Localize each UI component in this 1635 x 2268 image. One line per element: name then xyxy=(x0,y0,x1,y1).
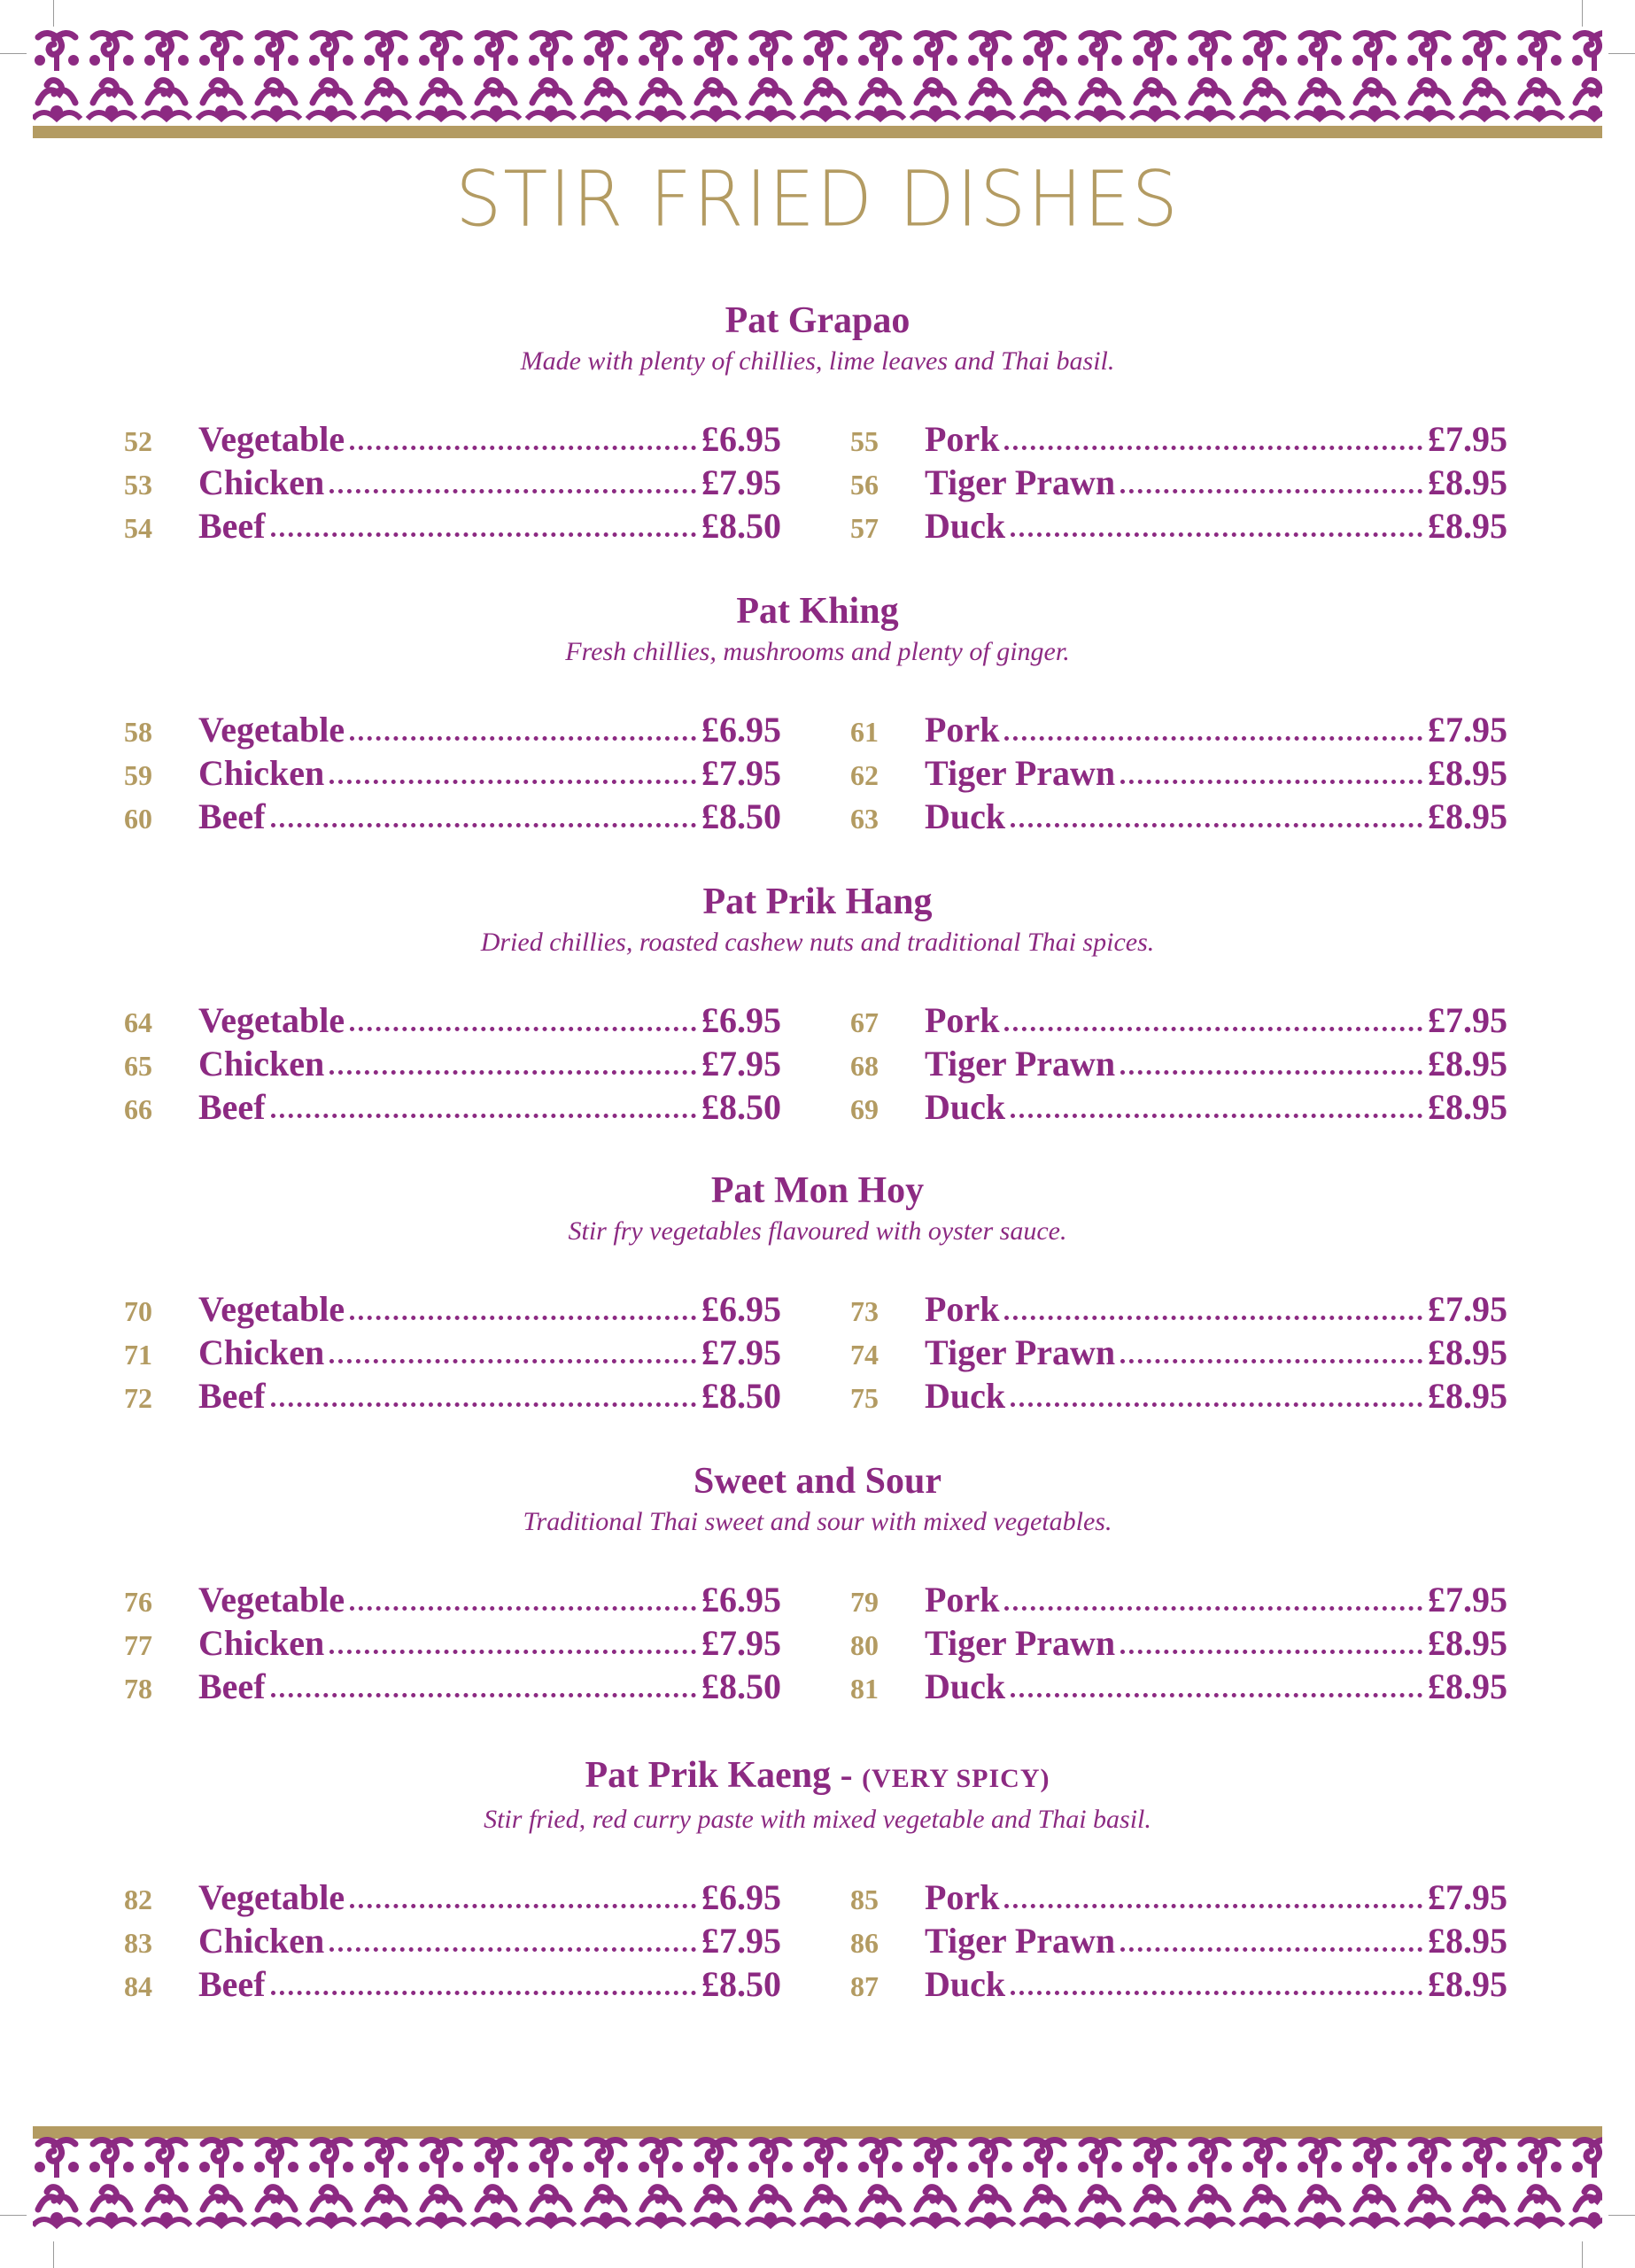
page-title: STIR FRIED DISHES xyxy=(455,155,1180,245)
item-name: Vegetable xyxy=(198,1580,345,1619)
menu-section xyxy=(0,588,1635,842)
ornament-motif xyxy=(747,33,794,119)
item-price: £8.50 xyxy=(701,796,781,836)
item-price: £8.50 xyxy=(701,1964,781,2004)
menu-item xyxy=(124,1920,781,1963)
ornament-motif xyxy=(1570,2140,1602,2225)
ornament-motif xyxy=(637,2140,685,2225)
dot-leader xyxy=(350,446,696,450)
menu-item xyxy=(850,505,1507,548)
item-number: 77 xyxy=(124,1629,152,1661)
item-price: £7.95 xyxy=(1428,1877,1507,1917)
item-name: Vegetable xyxy=(198,419,345,459)
item-name: Chicken xyxy=(198,1332,325,1372)
item-name: Beef xyxy=(198,1376,266,1416)
ornament-motif xyxy=(1241,33,1289,119)
item-number: 86 xyxy=(850,1927,879,1959)
item-number: 63 xyxy=(850,803,879,835)
dot-leader xyxy=(271,1402,696,1407)
ornament-motif xyxy=(1021,33,1069,119)
dot-leader xyxy=(1011,532,1422,537)
item-price: £7.95 xyxy=(1428,710,1507,750)
menu-item xyxy=(124,462,781,505)
menu-item xyxy=(850,709,1507,752)
ornament-motif xyxy=(1296,2140,1344,2225)
dot-leader xyxy=(1004,1904,1422,1908)
ornament-motif xyxy=(362,33,410,119)
item-number: 68 xyxy=(850,1050,879,1082)
menu-items xyxy=(0,999,1635,1132)
item-number: 57 xyxy=(850,512,879,544)
item-price: £7.95 xyxy=(701,1623,781,1663)
ornament-motif xyxy=(1406,33,1453,119)
item-number: 75 xyxy=(850,1382,879,1414)
item-number: 66 xyxy=(124,1093,152,1125)
item-name: Vegetable xyxy=(198,710,345,750)
item-name: Pork xyxy=(925,1580,1000,1619)
item-price: £6.95 xyxy=(701,710,781,750)
item-name: Pork xyxy=(925,1000,1000,1040)
item-price: £8.95 xyxy=(1428,796,1507,836)
dot-leader xyxy=(271,1114,696,1118)
ornament-motif xyxy=(527,2140,575,2225)
dot-leader xyxy=(329,1650,696,1654)
ornament-motif xyxy=(911,33,959,119)
bottom-ornamental-border xyxy=(33,2133,1602,2238)
ornament-motif xyxy=(802,33,849,119)
menu-item xyxy=(850,1963,1507,2007)
item-name: Tiger Prawn xyxy=(925,462,1116,502)
dot-leader xyxy=(271,823,696,827)
ornamental-scroll-icon xyxy=(33,27,1602,126)
menu-items xyxy=(0,1288,1635,1421)
menu-section xyxy=(0,1458,1635,1712)
dot-leader xyxy=(1004,1606,1422,1611)
menu-item xyxy=(850,1666,1507,1709)
item-number: 67 xyxy=(850,1006,879,1038)
ornament-motif xyxy=(33,33,81,119)
item-price: £8.50 xyxy=(701,506,781,546)
section-name: Pat Khing xyxy=(736,591,899,632)
menu-column-right xyxy=(850,709,1507,839)
menu-item xyxy=(850,462,1507,505)
item-name: Duck xyxy=(925,1087,1006,1127)
ornament-motif xyxy=(307,2140,355,2225)
menu-item xyxy=(850,1086,1507,1130)
item-price: £8.95 xyxy=(1428,1623,1507,1663)
item-name: Vegetable xyxy=(198,1289,345,1329)
menu-items xyxy=(0,709,1635,842)
item-name: Beef xyxy=(198,796,266,836)
crop-mark xyxy=(53,0,54,27)
item-price: £8.50 xyxy=(701,1376,781,1416)
menu-item xyxy=(850,1920,1507,1963)
item-number: 87 xyxy=(850,1970,879,2002)
item-number: 80 xyxy=(850,1629,879,1661)
item-name: Duck xyxy=(925,1376,1006,1416)
item-name: Beef xyxy=(198,506,266,546)
item-price: £8.95 xyxy=(1428,1921,1507,1961)
item-number: 79 xyxy=(850,1586,879,1618)
ornament-motif xyxy=(88,33,136,119)
ornamental-scroll-icon xyxy=(33,2133,1602,2233)
menu-item xyxy=(124,796,781,839)
menu-item xyxy=(124,505,781,548)
dot-leader xyxy=(350,1316,696,1320)
item-name: Pork xyxy=(925,419,1000,459)
ornament-motif xyxy=(417,33,465,119)
item-name: Beef xyxy=(198,1666,266,1706)
item-price: £8.95 xyxy=(1428,753,1507,793)
ornament-motif xyxy=(747,2140,794,2225)
item-name: Tiger Prawn xyxy=(925,753,1116,793)
item-price: £7.95 xyxy=(1428,419,1507,459)
menu-column-right xyxy=(850,1876,1507,2007)
menu-items xyxy=(0,418,1635,551)
dot-leader xyxy=(350,1027,696,1031)
menu-column-left xyxy=(124,1579,781,1709)
menu-item xyxy=(124,1375,781,1418)
ornament-motif xyxy=(1241,2140,1289,2225)
ornament-motif xyxy=(143,33,190,119)
menu-item xyxy=(124,1086,781,1130)
section-title xyxy=(0,1168,1635,1214)
section-name: Pat Mon Hoy xyxy=(710,1170,925,1211)
ornament-motif xyxy=(856,2140,904,2225)
ornament-motif xyxy=(198,2140,245,2225)
section-description: Dried chillies, roasted cashew nuts and traditional Thai spices. xyxy=(480,928,1155,957)
section-name: Pat Prik Hang xyxy=(702,882,933,922)
dot-leader xyxy=(329,1947,696,1952)
menu-section xyxy=(0,298,1635,551)
item-price: £8.50 xyxy=(701,1087,781,1127)
section-name: Pat Grapao xyxy=(725,300,910,341)
item-name: Pork xyxy=(925,710,1000,750)
item-number: 62 xyxy=(850,759,879,791)
section-name: Sweet and Sour xyxy=(693,1461,942,1502)
menu-column-right xyxy=(850,1579,1507,1709)
item-price: £8.95 xyxy=(1428,1087,1507,1127)
item-number: 64 xyxy=(124,1006,152,1038)
item-name: Pork xyxy=(925,1877,1000,1917)
item-number: 70 xyxy=(124,1295,152,1327)
ornament-motif xyxy=(1131,33,1179,119)
ornament-motif xyxy=(1570,33,1602,119)
item-number: 71 xyxy=(124,1339,152,1371)
menu-item xyxy=(850,1876,1507,1920)
item-price: £6.95 xyxy=(701,1580,781,1619)
menu-items xyxy=(0,1876,1635,2009)
ornament-motif xyxy=(1461,2140,1508,2225)
menu-item xyxy=(850,752,1507,796)
dot-leader xyxy=(329,780,696,784)
menu-item xyxy=(124,752,781,796)
item-number: 58 xyxy=(124,716,152,748)
item-price: £7.95 xyxy=(701,1921,781,1961)
item-number: 59 xyxy=(124,759,152,791)
item-price: £6.95 xyxy=(701,419,781,459)
menu-column-left xyxy=(124,1876,781,2007)
ornament-motif xyxy=(143,2140,190,2225)
item-price: £8.95 xyxy=(1428,1964,1507,2004)
item-name: Tiger Prawn xyxy=(925,1044,1116,1084)
section-title xyxy=(0,1752,1635,1802)
menu-item xyxy=(850,1332,1507,1375)
ornament-motif xyxy=(1186,2140,1234,2225)
ornament-motif xyxy=(1461,33,1508,119)
crop-mark xyxy=(1608,2215,1635,2216)
item-name: Tiger Prawn xyxy=(925,1921,1116,1961)
menu-item xyxy=(124,999,781,1043)
item-number: 72 xyxy=(124,1382,152,1414)
item-number: 85 xyxy=(850,1884,879,1915)
dot-leader xyxy=(329,1070,696,1075)
item-price: £8.95 xyxy=(1428,1376,1507,1416)
menu-column-right xyxy=(850,418,1507,548)
item-name: Vegetable xyxy=(198,1877,345,1917)
ornament-motif xyxy=(472,2140,520,2225)
section-description: Traditional Thai sweet and sour with mixed vegetables. xyxy=(523,1507,1112,1536)
item-price: £7.95 xyxy=(1428,1000,1507,1040)
section-description: Stir fried, red curry paste with mixed vegetable and Thai basil. xyxy=(484,1805,1151,1834)
ornament-motif xyxy=(1021,2140,1069,2225)
ornament-motif xyxy=(1076,2140,1124,2225)
item-number: 54 xyxy=(124,512,152,544)
crop-mark xyxy=(1582,2241,1583,2268)
item-number: 60 xyxy=(124,803,152,835)
dot-leader xyxy=(271,532,696,537)
item-price: £6.95 xyxy=(701,1289,781,1329)
crop-mark xyxy=(0,53,27,54)
item-name: Duck xyxy=(925,506,1006,546)
dot-leader xyxy=(1120,1650,1422,1654)
section-name: Pat Prik Kaeng - xyxy=(585,1755,853,1796)
menu-section xyxy=(0,879,1635,1132)
dot-leader xyxy=(1120,1070,1422,1075)
ornament-motif xyxy=(307,33,355,119)
menu-item xyxy=(850,999,1507,1043)
ornament-motif xyxy=(582,2140,630,2225)
ornament-motif xyxy=(417,2140,465,2225)
menu-item xyxy=(124,1622,781,1666)
dot-leader xyxy=(1004,446,1422,450)
menu-item xyxy=(124,418,781,462)
item-number: 61 xyxy=(850,716,879,748)
menu-item xyxy=(124,1579,781,1622)
ornament-motif xyxy=(856,33,904,119)
ornament-motif xyxy=(1296,33,1344,119)
section-title xyxy=(0,298,1635,344)
menu-item xyxy=(850,1579,1507,1622)
dot-leader xyxy=(1011,823,1422,827)
item-price: £7.95 xyxy=(701,1044,781,1084)
ornament-motif xyxy=(692,33,740,119)
ornament-motif xyxy=(692,2140,740,2225)
item-number: 53 xyxy=(124,469,152,501)
item-name: Pork xyxy=(925,1289,1000,1329)
item-price: £8.95 xyxy=(1428,1332,1507,1372)
item-price: £7.95 xyxy=(701,753,781,793)
ornament-motif xyxy=(362,2140,410,2225)
ornament-motif xyxy=(252,33,300,119)
ornament-motif xyxy=(1515,2140,1563,2225)
menu-item xyxy=(124,1666,781,1709)
ornament-motif xyxy=(527,33,575,119)
dot-leader xyxy=(1011,1693,1422,1697)
ornament-motif xyxy=(911,2140,959,2225)
section-description: Stir fry vegetables flavoured with oyster sauce. xyxy=(568,1216,1067,1246)
dot-leader xyxy=(1004,1027,1422,1031)
item-price: £6.95 xyxy=(701,1877,781,1917)
menu-item xyxy=(850,1622,1507,1666)
ornament-motif xyxy=(1186,33,1234,119)
section-description: Made with plenty of chillies, lime leaves and Thai basil. xyxy=(520,346,1115,376)
item-number: 52 xyxy=(124,425,152,457)
section-title xyxy=(0,588,1635,634)
section-description: Fresh chillies, mushrooms and plenty of ginger. xyxy=(565,637,1070,666)
menu-item xyxy=(124,1288,781,1332)
dot-leader xyxy=(1120,489,1422,493)
item-number: 73 xyxy=(850,1295,879,1327)
item-number: 84 xyxy=(124,1970,152,2002)
item-price: £7.95 xyxy=(1428,1289,1507,1329)
item-price: £8.95 xyxy=(1428,1044,1507,1084)
dot-leader xyxy=(1011,1402,1422,1407)
item-name: Duck xyxy=(925,1964,1006,2004)
crop-mark xyxy=(0,2215,27,2216)
menu-item xyxy=(124,1963,781,2007)
item-name: Chicken xyxy=(198,1044,325,1084)
item-name: Beef xyxy=(198,1964,266,2004)
item-name: Chicken xyxy=(198,1623,325,1663)
ornament-motif xyxy=(582,33,630,119)
dot-leader xyxy=(1011,1114,1422,1118)
top-gold-rule xyxy=(33,126,1602,138)
menu-items xyxy=(0,1579,1635,1712)
item-number: 81 xyxy=(850,1673,879,1705)
menu-item xyxy=(124,709,781,752)
dot-leader xyxy=(1120,780,1422,784)
menu-column-left xyxy=(124,999,781,1130)
item-price: £7.95 xyxy=(701,462,781,502)
ornament-motif xyxy=(88,2140,136,2225)
item-name: Duck xyxy=(925,1666,1006,1706)
ornament-motif xyxy=(1406,2140,1453,2225)
item-number: 69 xyxy=(850,1093,879,1125)
crop-mark xyxy=(1582,0,1583,27)
item-number: 55 xyxy=(850,425,879,457)
item-number: 78 xyxy=(124,1673,152,1705)
dot-leader xyxy=(271,1693,696,1697)
ornament-motif xyxy=(1351,2140,1399,2225)
ornament-motif xyxy=(252,2140,300,2225)
ornament-motif xyxy=(637,33,685,119)
section-title xyxy=(0,879,1635,925)
item-name: Chicken xyxy=(198,462,325,502)
item-name: Vegetable xyxy=(198,1000,345,1040)
dot-leader xyxy=(1004,736,1422,741)
ornament-motif xyxy=(966,2140,1014,2225)
item-number: 76 xyxy=(124,1586,152,1618)
item-name: Chicken xyxy=(198,753,325,793)
ornament-motif xyxy=(802,2140,849,2225)
item-price: £8.95 xyxy=(1428,1666,1507,1706)
dot-leader xyxy=(1004,1316,1422,1320)
item-price: £7.95 xyxy=(1428,1580,1507,1619)
item-number: 74 xyxy=(850,1339,879,1371)
menu-column-left xyxy=(124,418,781,548)
item-number: 65 xyxy=(124,1050,152,1082)
dot-leader xyxy=(350,1606,696,1611)
menu-item xyxy=(850,796,1507,839)
menu-column-right xyxy=(850,1288,1507,1418)
spice-level-note: (VERY SPICY) xyxy=(862,1764,1050,1793)
dot-leader xyxy=(271,1991,696,1995)
menu-item xyxy=(850,1043,1507,1086)
menu-section xyxy=(0,1168,1635,1421)
menu-item xyxy=(124,1043,781,1086)
item-price: £6.95 xyxy=(701,1000,781,1040)
dot-leader xyxy=(350,736,696,741)
item-price: £8.95 xyxy=(1428,462,1507,502)
dot-leader xyxy=(329,489,696,493)
ornament-motif xyxy=(1076,33,1124,119)
dot-leader xyxy=(1011,1991,1422,1995)
menu-item xyxy=(124,1876,781,1920)
item-name: Beef xyxy=(198,1087,266,1127)
menu-column-left xyxy=(124,709,781,839)
ornament-motif xyxy=(33,2140,81,2225)
menu-column-right xyxy=(850,999,1507,1130)
menu-column-left xyxy=(124,1288,781,1418)
dot-leader xyxy=(350,1904,696,1908)
dot-leader xyxy=(1120,1359,1422,1363)
ornament-motif xyxy=(1515,33,1563,119)
ornament-motif xyxy=(966,33,1014,119)
crop-mark xyxy=(1608,53,1635,54)
item-number: 82 xyxy=(124,1884,152,1915)
item-price: £8.95 xyxy=(1428,506,1507,546)
dot-leader xyxy=(1120,1947,1422,1952)
section-title xyxy=(0,1458,1635,1504)
ornament-motif xyxy=(1131,2140,1179,2225)
item-name: Tiger Prawn xyxy=(925,1623,1116,1663)
crop-mark xyxy=(53,2241,54,2268)
item-number: 56 xyxy=(850,469,879,501)
ornament-motif xyxy=(472,33,520,119)
item-name: Tiger Prawn xyxy=(925,1332,1116,1372)
top-ornamental-border xyxy=(33,27,1602,131)
item-name: Chicken xyxy=(198,1921,325,1961)
ornament-motif xyxy=(198,33,245,119)
item-price: £7.95 xyxy=(701,1332,781,1372)
item-price: £8.50 xyxy=(701,1666,781,1706)
menu-item xyxy=(124,1332,781,1375)
item-number: 83 xyxy=(124,1927,152,1959)
dot-leader xyxy=(329,1359,696,1363)
ornament-motif xyxy=(1351,33,1399,119)
menu-item xyxy=(850,418,1507,462)
menu-item xyxy=(850,1375,1507,1418)
menu-section xyxy=(0,1752,1635,2009)
menu-item xyxy=(850,1288,1507,1332)
item-name: Duck xyxy=(925,796,1006,836)
